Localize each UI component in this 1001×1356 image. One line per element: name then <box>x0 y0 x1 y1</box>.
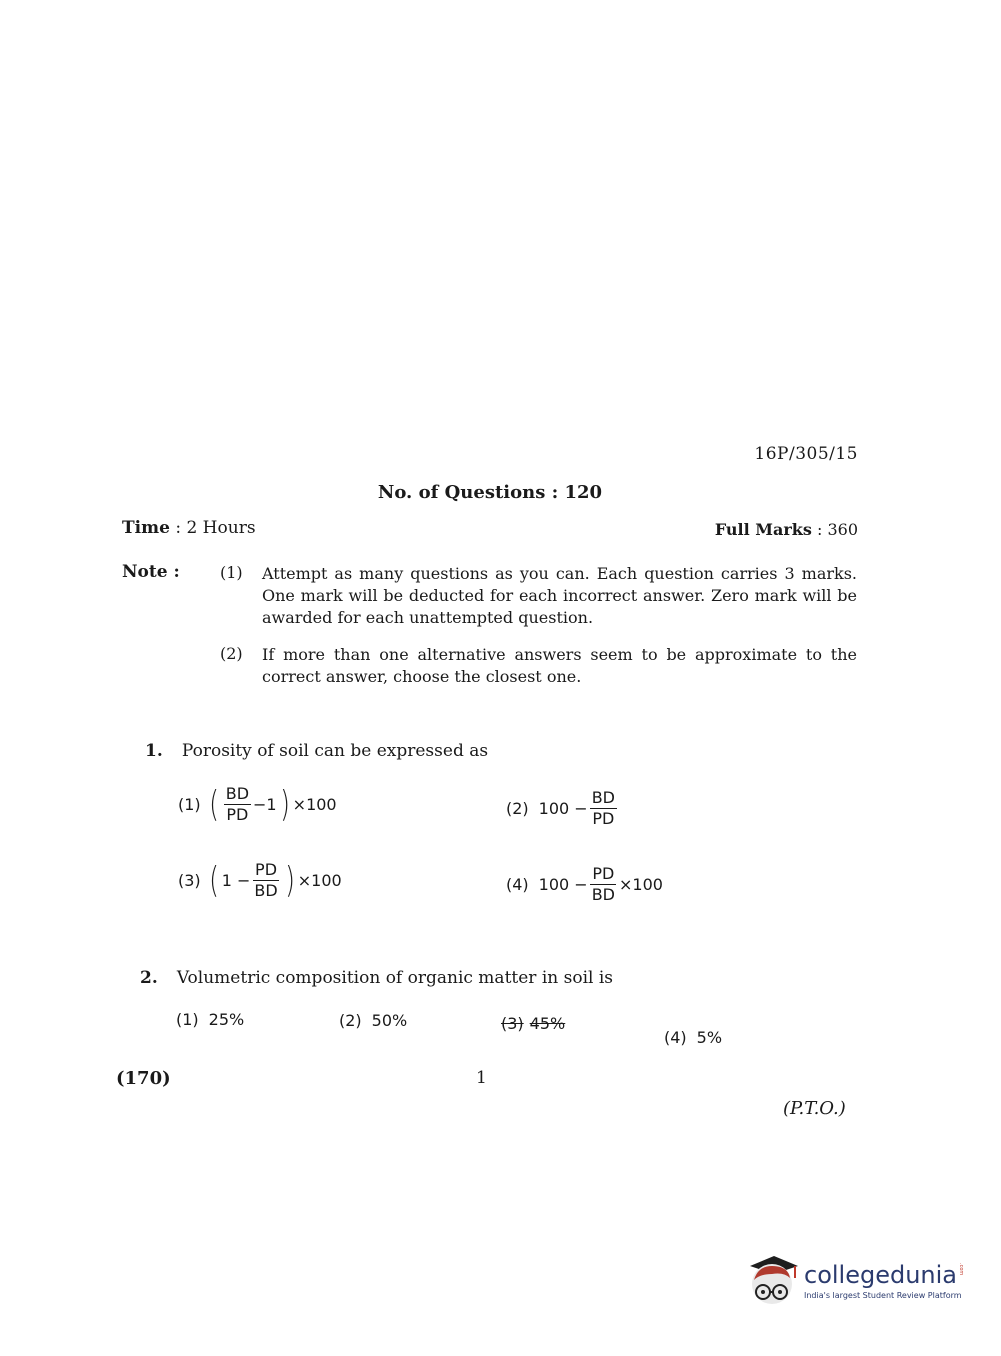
logo-name: collegedunia <box>804 1260 958 1289</box>
denominator: PD <box>592 809 615 828</box>
paper-code: 16P/305/15 <box>754 444 858 464</box>
full-marks-value: : 360 <box>816 520 858 539</box>
option-value: 5% <box>696 1028 723 1047</box>
option-number: (2) <box>506 799 529 818</box>
note-number: (2) <box>220 644 243 663</box>
close-paren-icon: ) <box>284 859 295 901</box>
note-label: Note : <box>122 562 180 582</box>
option-lead: 100 − <box>538 799 588 818</box>
option-number: (3) <box>178 871 201 890</box>
option-number: (1) <box>178 795 201 814</box>
option-lead: 100 − <box>538 875 588 894</box>
option-term: −1 <box>253 795 277 814</box>
logo-suffix: .com <box>958 1262 965 1275</box>
denominator: PD <box>226 805 249 824</box>
q1-option-4[interactable] <box>506 866 663 903</box>
question-number: 2. <box>140 968 158 988</box>
numerator: PD <box>592 864 615 883</box>
collegedunia-watermark <box>744 1252 964 1310</box>
denominator: BD <box>591 885 615 904</box>
numerator: BD <box>591 788 615 807</box>
option-number: (2) <box>339 1011 362 1030</box>
open-paren-icon: ( <box>208 859 219 901</box>
numerator: BD <box>225 784 250 803</box>
option-multiplier: ×100 <box>292 795 337 814</box>
fraction <box>590 790 617 827</box>
denominator: BD <box>254 881 278 900</box>
fraction <box>590 866 617 903</box>
time-allowed <box>122 518 256 538</box>
question-2 <box>140 968 613 988</box>
option-number: (3) <box>501 1014 524 1033</box>
please-turn-over: (P.T.O.) <box>783 1098 846 1119</box>
option-value: 25% <box>208 1010 245 1029</box>
full-marks-label: Full Marks <box>714 520 812 539</box>
q2-option-4[interactable] <box>664 1028 722 1047</box>
logo-text <box>804 1260 965 1300</box>
booklet-code: (170) <box>116 1068 171 1089</box>
q1-option-3[interactable] <box>178 859 342 901</box>
full-marks <box>715 520 858 539</box>
fraction <box>224 786 251 823</box>
numerator: PD <box>255 860 278 879</box>
time-label: Time <box>122 518 170 538</box>
note-text: If more than one alternative answers seem to be approximate to the correct answer, choose the closest one. <box>262 645 857 686</box>
question-text: Volumetric composition of organic matter in soil is <box>176 968 614 988</box>
close-paren-icon: ) <box>279 783 290 825</box>
option-number: (1) <box>176 1010 199 1029</box>
option-multiplier: ×100 <box>619 875 663 894</box>
q2-option-2[interactable] <box>339 1011 407 1030</box>
logo-name-row <box>804 1260 965 1289</box>
fraction <box>252 862 279 899</box>
q1-option-1[interactable] <box>178 783 337 825</box>
open-paren-icon: ( <box>208 783 219 825</box>
option-value: 45% <box>529 1014 566 1033</box>
page-number: 1 <box>476 1068 487 1088</box>
note-text: Attempt as many questions as you can. Each question carries 3 marks. One mark will be deducted for each incorrect answer. Zero mark will be awarded for each unattempted question. <box>262 564 857 627</box>
q2-option-1[interactable] <box>176 1010 244 1029</box>
logo-tagline: India's largest Student Review Platform <box>804 1290 962 1300</box>
option-value: 50% <box>371 1011 408 1030</box>
time-value: : 2 Hours <box>175 518 256 538</box>
option-multiplier: ×100 <box>297 871 342 890</box>
option-number: (4) <box>506 875 529 894</box>
number-of-questions: No. of Questions : 120 <box>377 482 603 503</box>
note-number: (1) <box>220 563 243 582</box>
option-lead: 1 − <box>221 871 251 890</box>
question-number: 1. <box>145 741 163 761</box>
option-number: (4) <box>664 1028 687 1047</box>
question-1 <box>145 741 488 761</box>
mascot-icon <box>744 1252 800 1310</box>
q1-option-2[interactable] <box>506 790 619 827</box>
question-text: Porosity of soil can be expressed as <box>181 741 489 761</box>
q2-option-3[interactable] <box>501 1014 565 1033</box>
